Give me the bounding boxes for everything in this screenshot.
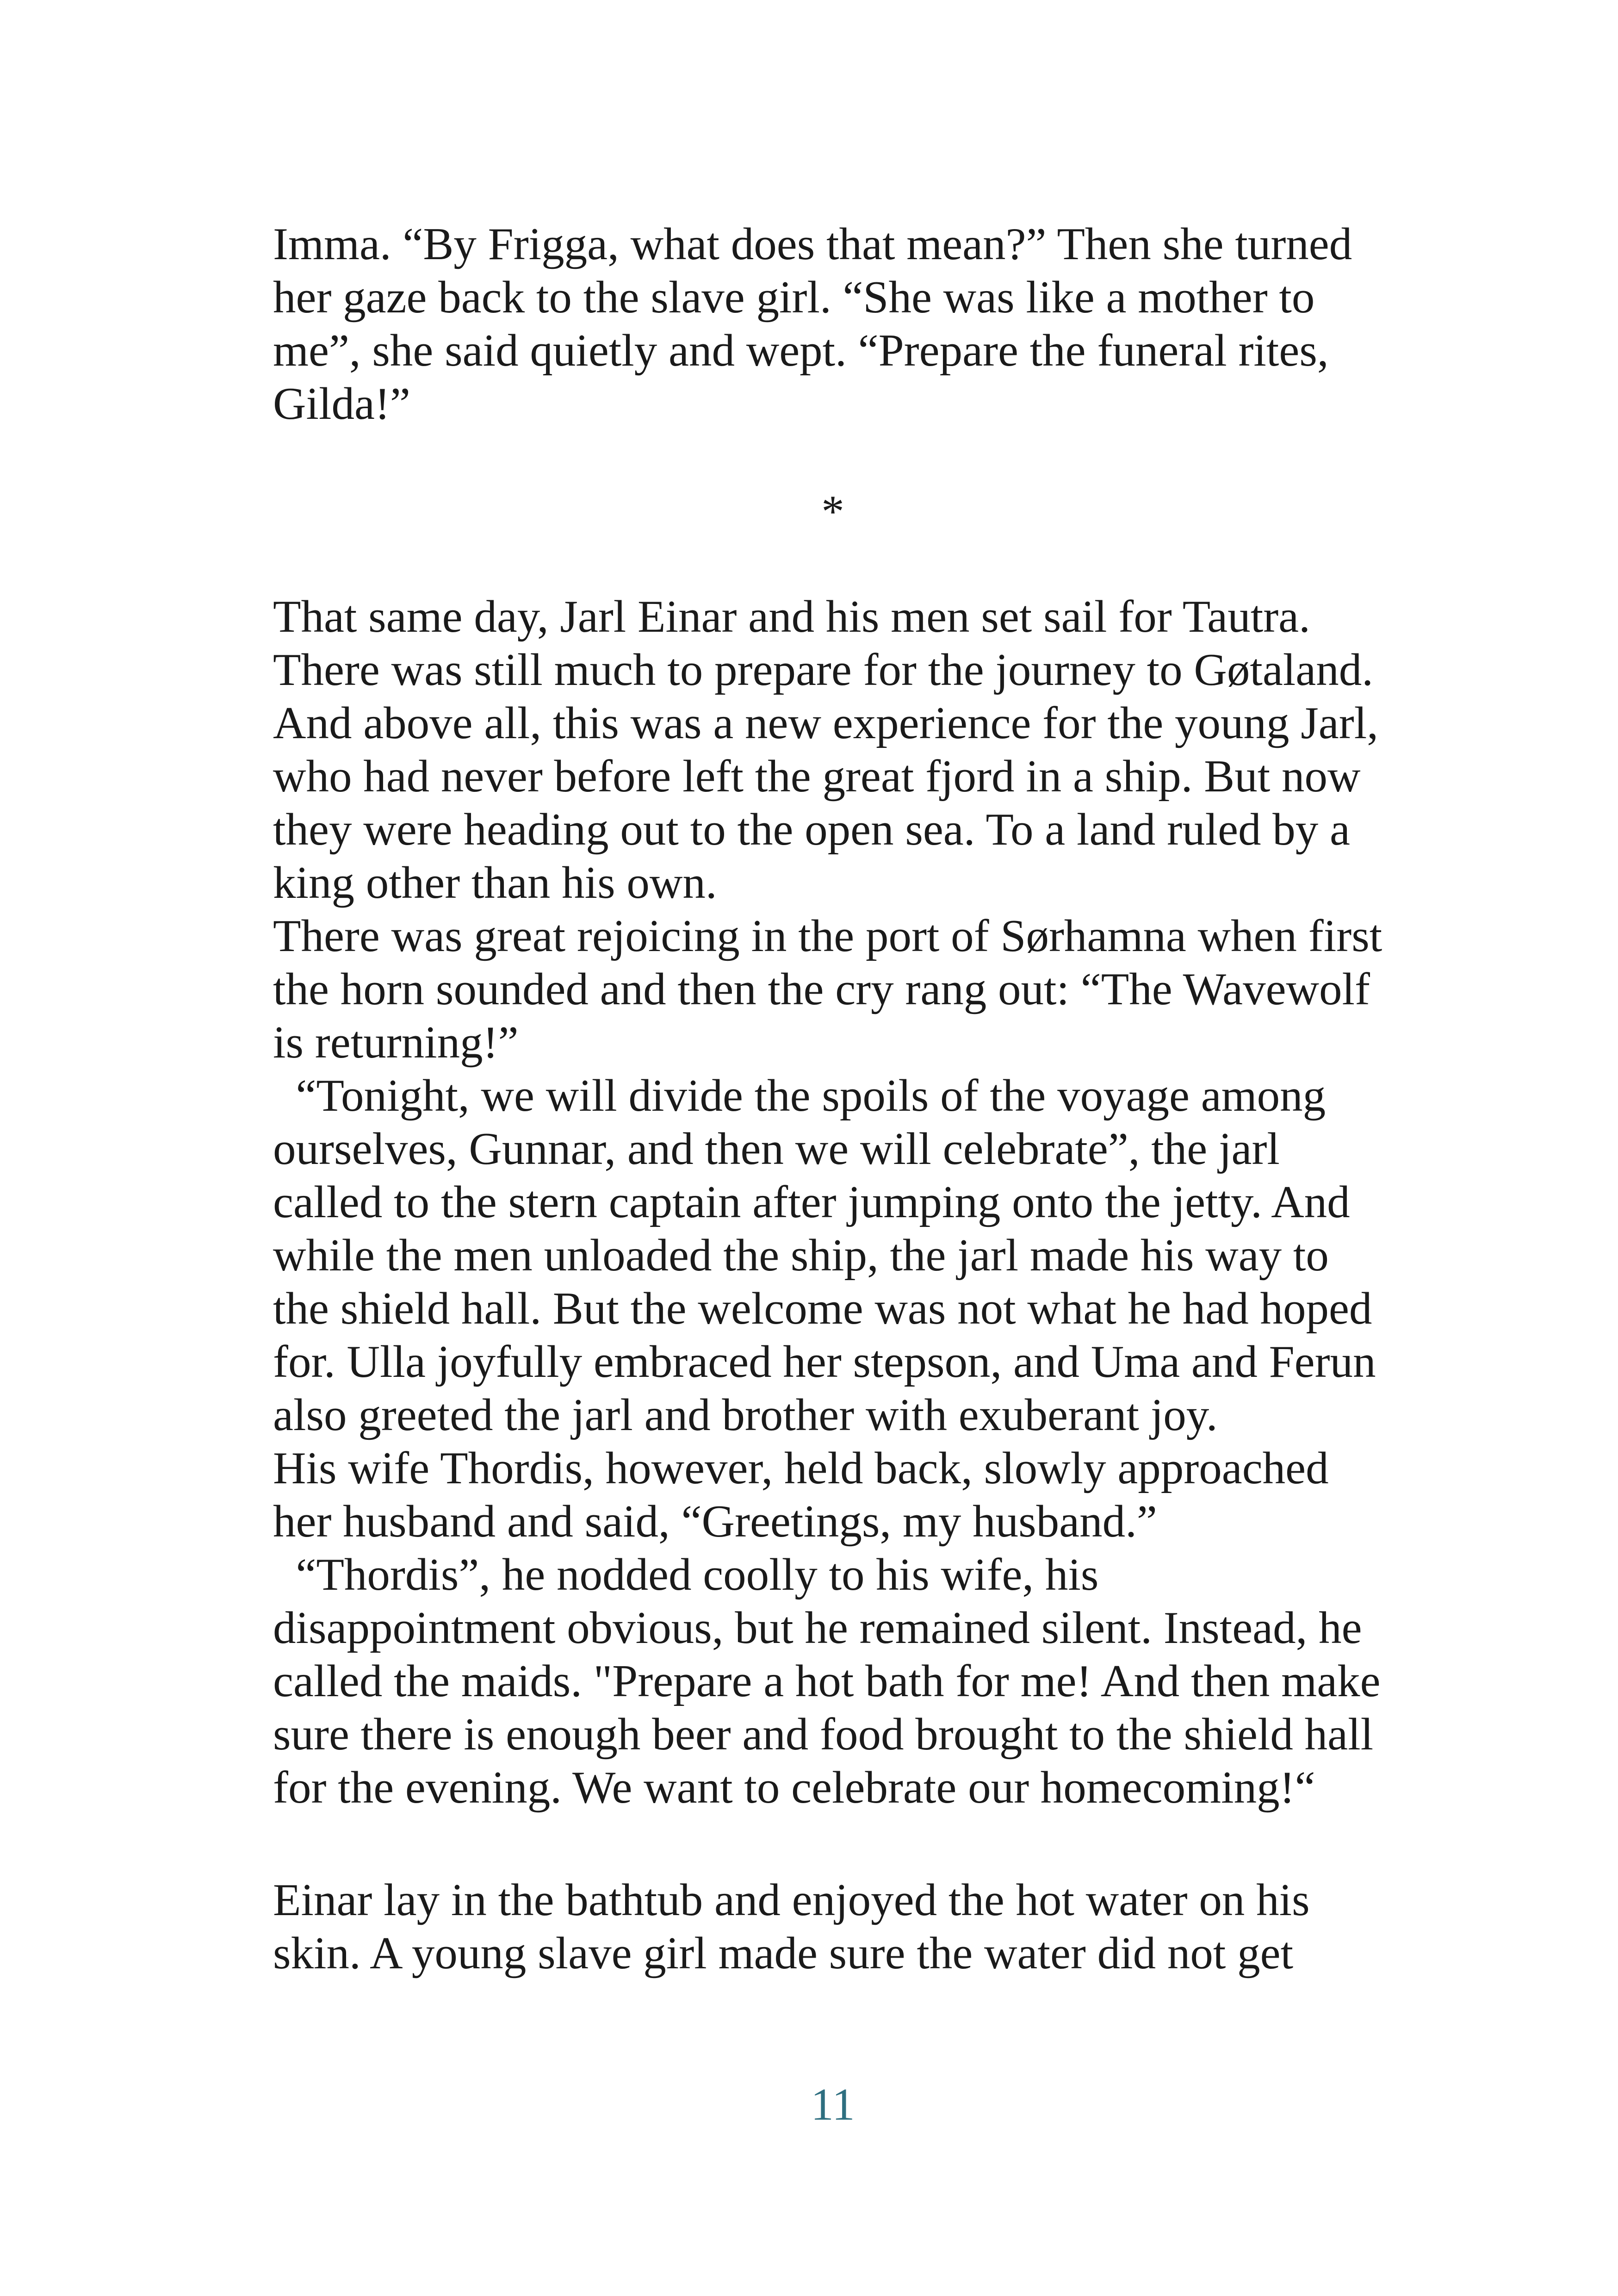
text-line: disappointment obvious, but he remained silent. Instead, he <box>273 1603 1362 1653</box>
text-line: king other than his own. <box>273 858 717 908</box>
text-line: her gaze back to the slave girl. “She was like a mother to <box>273 272 1315 323</box>
text-line: Einar lay in the bathtub and enjoyed the hot water on his <box>273 1875 1310 1925</box>
page-number: 11 <box>811 2079 855 2130</box>
text-line: skin. A young slave girl made sure the water did not get <box>273 1928 1294 1979</box>
text-line: There was great rejoicing in the port of Sørhamna when first <box>273 911 1382 961</box>
text-line: for. Ulla joyfully embraced her stepson, and Uma and Ferun <box>273 1337 1376 1387</box>
paragraph-block-2 <box>273 590 1416 1814</box>
text-line: for the evening. We want to celebrate our homecoming!“ <box>273 1762 1315 1813</box>
text-line: is returning!” <box>273 1017 519 1068</box>
text-line: while the men unloaded the ship, the jarl made his way to <box>273 1230 1329 1281</box>
text-line: they were heading out to the open sea. To a land ruled by a <box>273 804 1350 855</box>
text-line: That same day, Jarl Einar and his men set sail for Tautra. <box>273 591 1310 642</box>
text-line: His wife Thordis, however, held back, slowly approached <box>273 1443 1329 1493</box>
text-line: There was still much to prepare for the journey to Gøtaland. <box>273 645 1373 695</box>
paragraph-block-1 <box>273 218 1416 430</box>
text-line: And above all, this was a new experience for the young Jarl, <box>273 698 1378 748</box>
text-line: called to the stern captain after jumping onto the jetty. And <box>273 1177 1350 1227</box>
text-line: who had never before left the great fjord in a ship. But now <box>273 751 1361 802</box>
text-line: ourselves, Gunnar, and then we will celebrate”, the jarl <box>273 1124 1280 1174</box>
text-line: me”, she said quietly and wept. “Prepare the funeral rites, <box>273 325 1329 376</box>
text-line: her husband and said, “Greetings, my husband.” <box>273 1496 1157 1547</box>
text-line: the shield hall. But the welcome was not what he had hoped <box>273 1283 1372 1334</box>
scene-break-asterisk: * <box>821 486 844 537</box>
text-line: also greeted the jarl and brother with exuberant joy. <box>273 1390 1218 1440</box>
text-line: “Thordis”, he nodded coolly to his wife, his <box>273 1549 1099 1600</box>
text-line: the horn sounded and then the cry rang out: “The Wavewolf <box>273 964 1370 1014</box>
text-line: called the maids. "Prepare a hot bath for me! And then make <box>273 1656 1381 1706</box>
text-line: “Tonight, we will divide the spoils of the voyage among <box>273 1070 1326 1121</box>
text-line: sure there is enough beer and food brought to the shield hall <box>273 1709 1374 1760</box>
text-line: Gilda!” <box>273 379 410 429</box>
text-line: Imma. “By Frigga, what does that mean?” Then she turned <box>273 219 1352 269</box>
paragraph-block-3 <box>273 1873 1416 1980</box>
